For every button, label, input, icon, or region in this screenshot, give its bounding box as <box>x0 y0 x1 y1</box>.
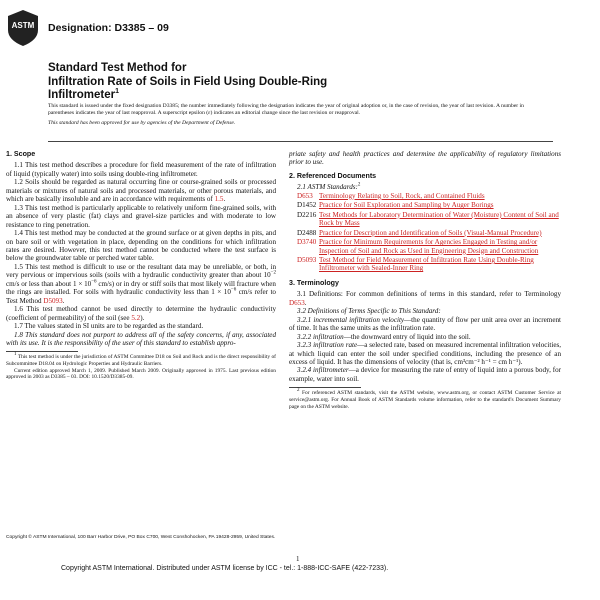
footnote-1: $^1$ This test method is under the jurisdiction of ASTM Committee D18 on Soil and Rock and is the direct responsibility of Subcommittee D18.04 on Hydrologic Properties and Hydraulic Barriers. <box>6 352 276 368</box>
scope-continuation: priate safety and health practices and determine the applicability of regulatory limitations prior to use. <box>289 150 561 167</box>
left-column <box>6 150 276 381</box>
footnote-1-edition: Current edition approved March 1, 2009. Published March 2009. Originally approved in 1975. Last previous edition approved in 2003 as D3385 – 03. DOI: 10.1520/D3385-09. <box>6 367 276 381</box>
copyright-line: Copyright © ASTM International, 100 Barr Harbor Drive, PO Box C700, West Conshohocken, PA 19428-2959, United States. <box>6 535 276 540</box>
standard-title[interactable]: Practice for Soil Exploration and Sampling by Auger Borings <box>319 201 494 210</box>
standard-entry[interactable] <box>297 211 561 228</box>
title-footnote-mark: 1 <box>115 88 119 96</box>
ref-1-5[interactable]: 1.5 <box>214 195 224 204</box>
issuance-notice: This standard is issued under the fixed designation D3385; the number immediately following the designation indicates the year of original adoption or, in the case of revision, the year of last revision. A number in parentheses indicates the year of last reapproval. A superscript epsilon (ε) indicates an editorial change since the last revision or reapproval. <box>48 103 524 116</box>
para-1-8: 1.8 This standard does not purport to address all of the safety concerns, if any, associated with its use. It is the responsibility of the user of this standard to establish appro- <box>6 330 276 347</box>
para-1-2: 1.2 Soils should be regarded as natural occurring fine or course-grained soils or processed materials or mixtures of natural soils and processed materials, or other porous materials, and which are basically insoluble and are in accordance with requirements of 1.5. <box>6 178 276 204</box>
para-3-2-1: 3.2.1 incremental infiltration velocity—the quantity of flow per unit area over an increment of time. It has the same units as the infiltration rate. <box>289 315 561 333</box>
para-3-2-4: 3.2.4 infiltrometer—a device for measuring the rate of entry of liquid into a porous body, for example, water into soil. <box>289 366 561 383</box>
standard-code[interactable]: D653 <box>297 191 313 200</box>
ref-d5093[interactable]: D5093 <box>43 296 63 305</box>
license-line: Copyright ASTM International. Distributed under ASTM license by ICC - tel.: 1-888-ICC-SAFE (422-7233). <box>61 565 389 572</box>
para-1-7: 1.7 The values stated in SI units are to be regarded as the standard. <box>14 322 204 331</box>
para-3-1: 3.1 Definitions: For common definitions of terms in this standard, refer to Terminology D653. <box>289 290 561 307</box>
referenced-documents-heading: 2. Referenced Documents <box>289 171 377 180</box>
standards-list <box>297 192 561 273</box>
ref-d653[interactable]: D653 <box>289 298 305 307</box>
dod-notice: This standard has been approved for use by agencies of the Department of Defense. <box>48 120 236 126</box>
astm-logo <box>6 8 40 48</box>
scope-heading: 1. Scope <box>6 150 36 158</box>
designation: Designation: D3385 – 09 <box>48 22 169 34</box>
standard-code[interactable]: D2488 <box>297 228 317 237</box>
ref-5-2[interactable]: 5.2 <box>131 313 141 322</box>
standard-title[interactable]: Terminology Relating to Soil, Rock, and Contained Fluids <box>319 191 485 200</box>
para-1-3: 1.3 This test method is particularly applicable to relatively uniform fine-grained soils, with an absence of very plastic (fat) clays and gravel-size particles and with moderate to low resistance to ring penetration. <box>6 203 276 229</box>
para-1-1: 1.1 This test method describes a procedure for field measurement of the rate of infiltration of liquid (typically water) into soils using double-ring infiltrometer. <box>6 161 276 178</box>
page-number: 1 <box>296 555 300 563</box>
standard-code[interactable]: D5093 <box>297 255 317 264</box>
astm-standards-label: 2.1 ASTM Standards:$^2$ <box>297 183 361 192</box>
document-title <box>48 62 448 103</box>
terminology-heading: 3. Terminology <box>289 278 339 287</box>
standard-entry[interactable] <box>297 192 561 200</box>
footnote-2: $^2$ For referenced ASTM standards, visit the ASTM website, www.astm.org, or contact ASTM Customer Service at service@astm.org. For Annual Book of ASTM Standards volume information, refer to the standard's Document Summary page on the ASTM website. <box>289 388 561 410</box>
para-3-2-2: 3.2.2 infiltration—the downward entry of liquid into the soil. <box>297 332 471 341</box>
para-3-2-3: 3.2.3 infiltration rate—a selected rate, based on measured incremental infiltration velocities, at which liquid can enter the soil under specified conditions, including the presence of an excess of liquid. It has the dimensions of velocity (that is, cm³cm⁻² h⁻¹ = cm h⁻¹). <box>289 341 561 366</box>
header-divider <box>48 141 553 142</box>
standard-title[interactable]: Practice for Minimum Requirements for Agencies Engaged in Testing and/or Inspection of Soil and Rock as Used in Engineering Design and Construction <box>319 238 539 255</box>
title-line-2: Infiltration Rate of Soils in Field Using Double-Ring <box>48 75 328 88</box>
standard-title[interactable]: Test Methods for Laboratory Determination of Water (Moisture) Content of Soil and Rock by Mass <box>319 210 559 228</box>
standard-title[interactable]: Test Method for Field Measurement of Infiltration Rate Using Double-Ring Infiltrometer with Sealed-Inner Ring <box>319 255 534 273</box>
standard-title[interactable]: Practice for Description and Identification of Soils (Visual-Manual Procedure) <box>319 228 542 237</box>
standard-entry[interactable] <box>297 238 561 255</box>
standard-entry[interactable] <box>297 229 561 237</box>
title-line-1: Standard Test Method for <box>48 62 187 74</box>
standard-entry[interactable] <box>297 256 561 273</box>
svg-text:ASTM: ASTM <box>11 21 35 30</box>
intro-notice <box>48 103 548 130</box>
standard-code[interactable]: D1452 <box>297 201 317 210</box>
para-1-4: 1.4 This test method may be conducted at the ground surface or at given depths in pits, and on bare soil or with vegetation in place, depending on the conditions for which infiltration rates are desired. However, this test method cannot be conducted where the test surface is below the groundwater table or perched water table. <box>6 229 276 263</box>
title-line-3: Infiltrometer <box>48 89 116 101</box>
para-1-6: 1.6 This test method cannot be used directly to determine the hydraulic conductivity (coefficient of permeability) of the soil (see 5.2). <box>6 305 276 322</box>
standard-entry[interactable] <box>297 201 561 209</box>
right-column <box>289 150 561 410</box>
para-3-2: 3.2 Definitions of Terms Specific to This Standard: <box>297 307 441 316</box>
para-1-5: 1.5 This test method is difficult to use or the resultant data may be unreliable, or both, in very pervious or impervious soils (soils with a hydraulic conductivity greater than about $10^{-2}$ cm/s or less than about $1 \times 10^{-6}$ cm/s) or in dry or stiff soils that most likely will fracture when the rings are installed. For soils with hydraulic conductivity less than $1 \times 10^{-6}$ cm/s refer to Test Method D5093. <box>6 262 276 305</box>
standard-code[interactable]: D2216 <box>297 210 317 219</box>
standard-code[interactable]: D3740 <box>297 238 317 247</box>
